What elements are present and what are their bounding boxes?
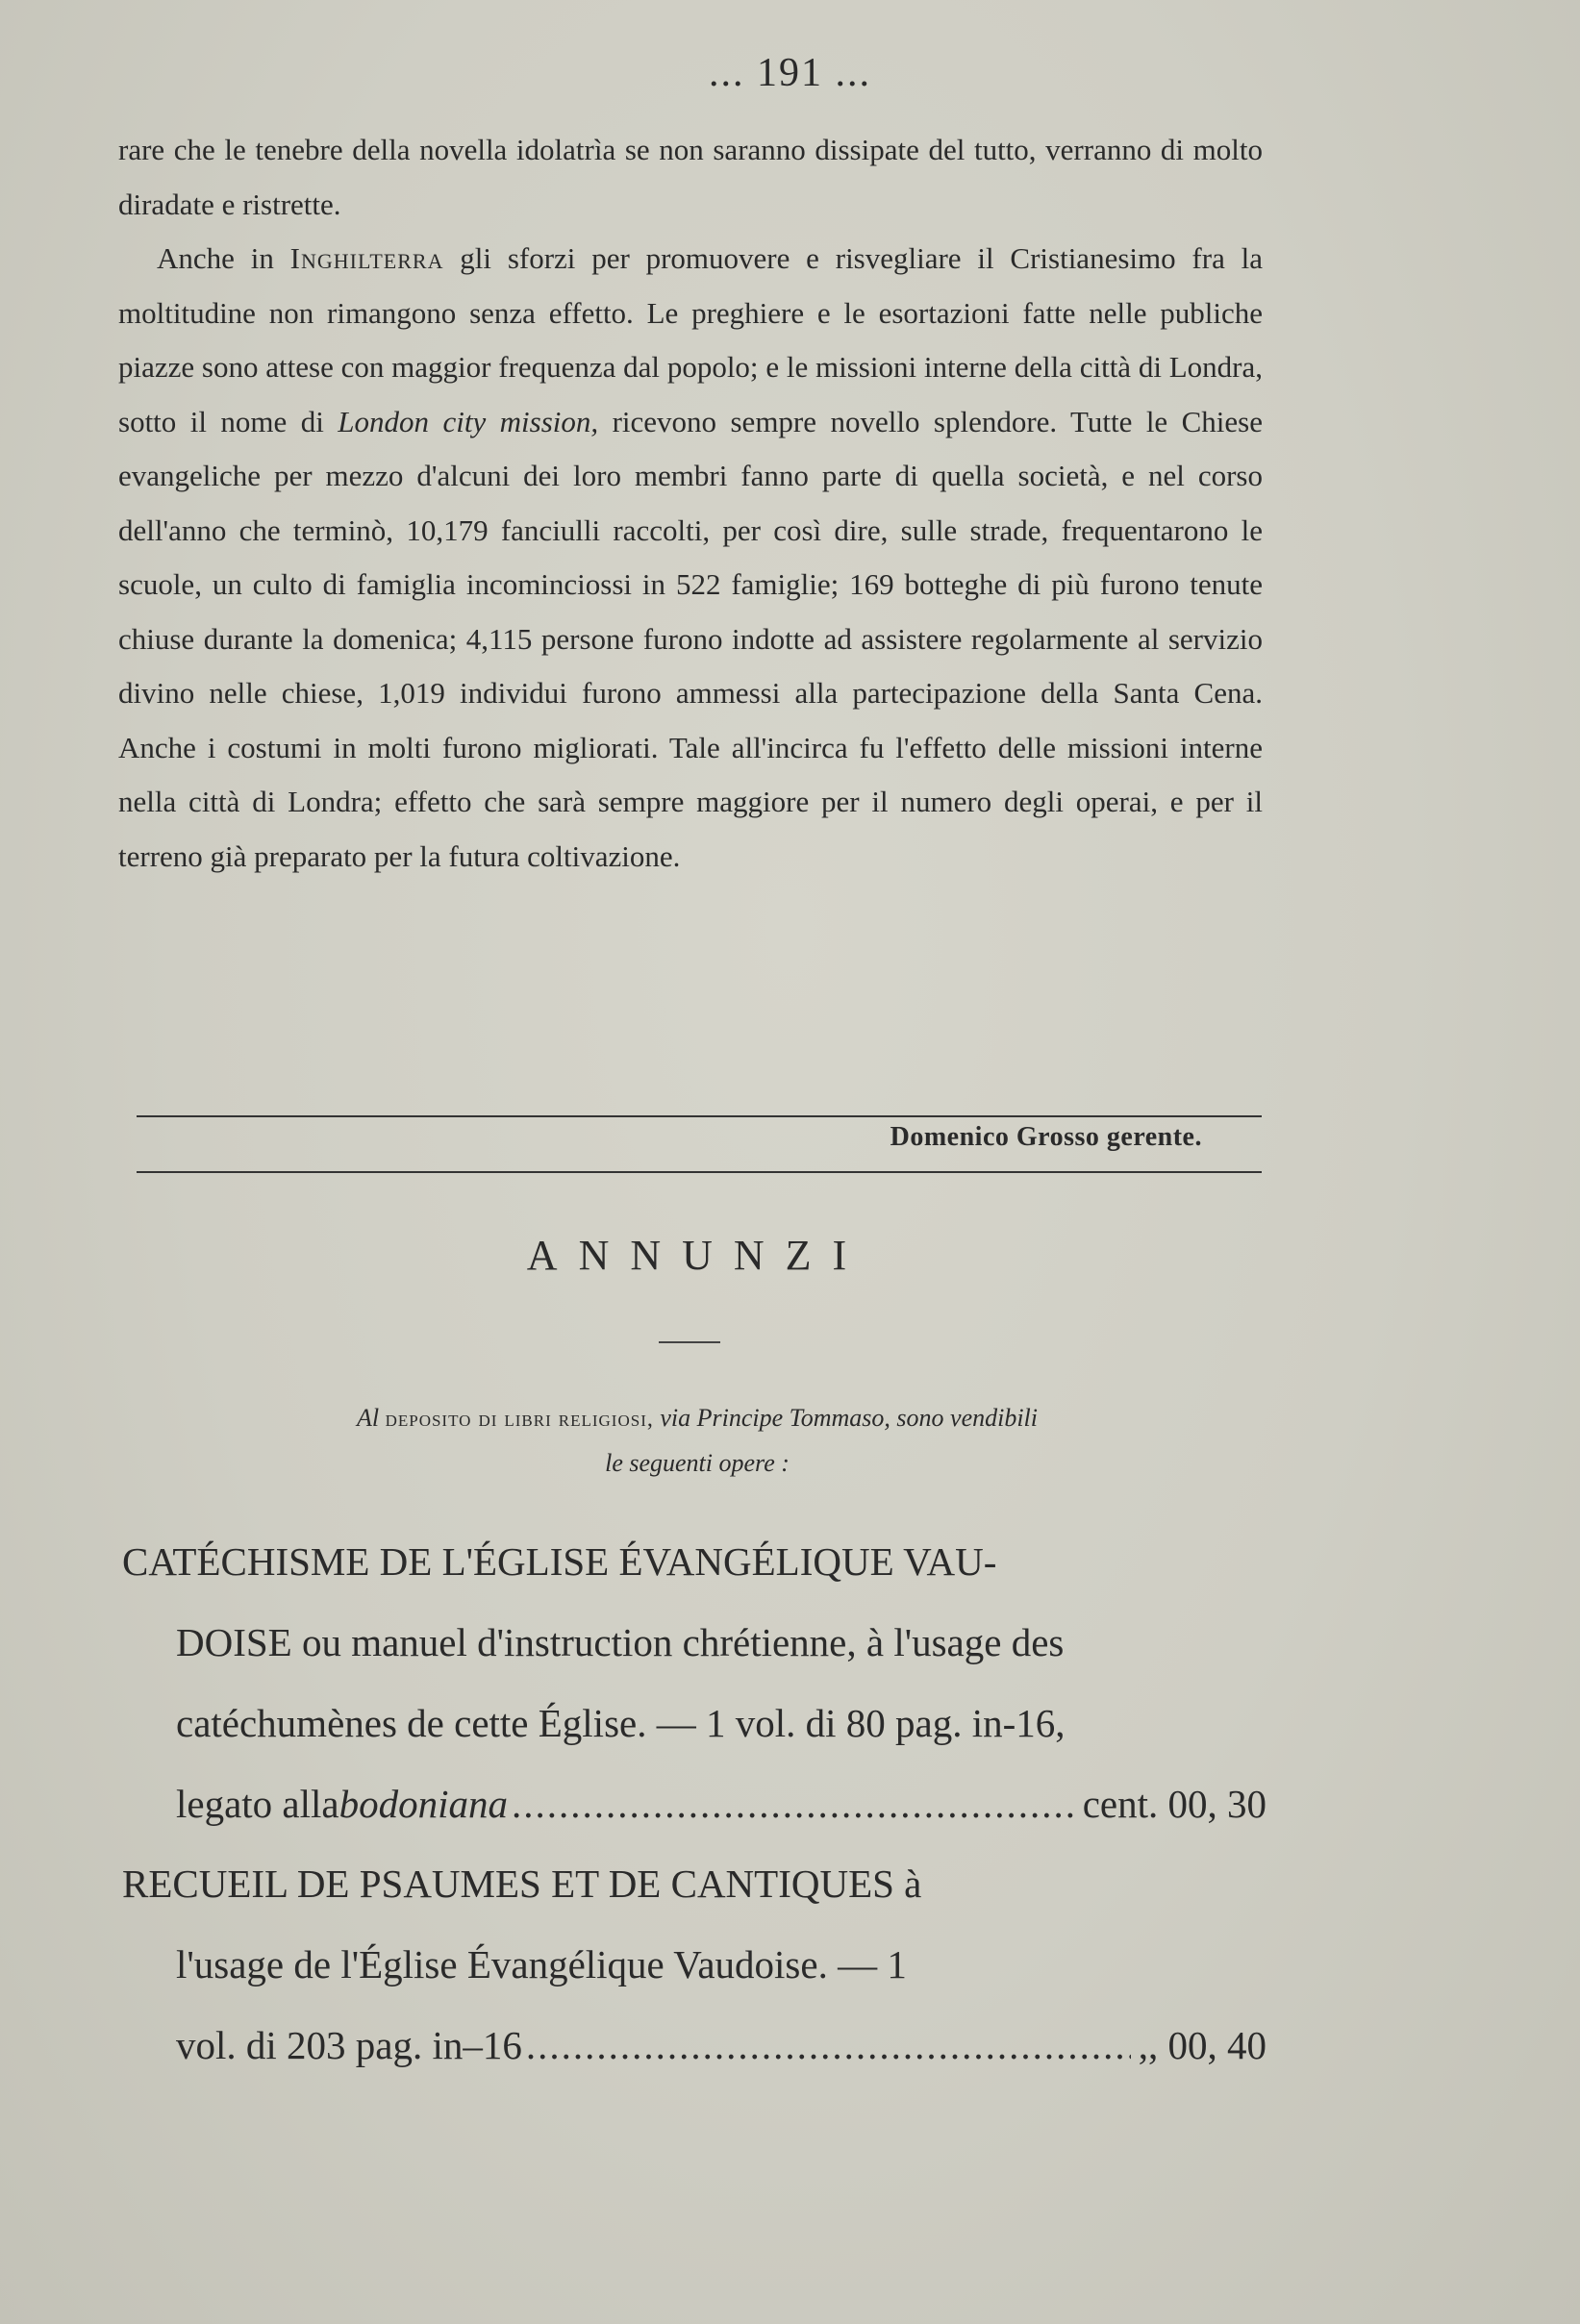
entry-line: catéchumènes de cette Église. — 1 vol. di 80 pag. in-16, — [176, 1701, 1066, 1745]
paragraph-2-end: ricevono sempre novello splendore. Tutte le Chiese evangeliche per mezzo d'alcuni dei loro membri fanno parte di quella società, e nel corso dell'anno che terminò, 10,179 fanciulli raccolti, per così dire, sulle strade, frequentarono le scuole, un culto di famiglia incominciossi in 522 famiglie; 169 botteghe di più furono tenute chiuse durante la domenica; 4,115 persone furono indotte ad assistere regolarmente al servizio divino nelle chiese, 1,019 individui furono ammessi alla partecipazione della Santa Cena. Anche i costumi in molti furono migliorati. Tale all'incirca fu l'effetto delle missioni interne nella città di Londra; effetto che sarà sempre maggiore per il numero degli operai, e per il terreno già preparato per la futura coltivazione. — [118, 404, 1264, 873]
paragraph-2-middle: gli sforzi per promuovere e risvegliare il Cristianesimo fra la moltitudine non rimangono senza effetto. Le preghiere e le esortazioni fatte nelle publiche piazze sono attese con maggior frequenza dal popolo; e le missioni interne della città di Londra, sotto il nome di — [118, 241, 1263, 438]
announcements-intro — [135, 1396, 1260, 1486]
heading-rule — [659, 1341, 720, 1343]
announcements-heading: ANNUNZI — [526, 1232, 868, 1279]
entry-price: cent. 00, 30 — [1082, 1782, 1267, 1826]
intro-line-2: le seguenti opere : — [605, 1449, 790, 1477]
mission-name: London city mission, — [338, 404, 599, 438]
leader-dots — [526, 2005, 1131, 2086]
paragraph-1: rare che le tenebre della novella idolatrìa se non saranno dissipate del tutto, verranno di molto diradate e ristrette. — [118, 133, 1263, 221]
country-name: Inghilterra — [289, 241, 444, 275]
entry-line: DOISE ou manuel d'instruction chrétienne, à l'usage des — [176, 1620, 1065, 1664]
entry-title: CATÉCHISME DE L'ÉGLISE ÉVANGÉLIQUE VAU- — [122, 1539, 997, 1584]
paragraph-2 — [118, 232, 1263, 884]
article-body — [118, 123, 1263, 884]
book-entry-catechisme — [122, 1521, 1267, 1844]
paragraph-2-start: Anche in — [157, 241, 290, 275]
entry-title: RECUEIL DE PSAUMES ET DE CANTIQUES à — [122, 1862, 922, 1906]
divider-bottom — [137, 1171, 1262, 1173]
intro-line-1: Al deposito di libri religiosi, via Principe Tommaso, sono vendibili — [356, 1404, 1039, 1432]
book-entry-recueil — [122, 1843, 1267, 2086]
binding-name: bodoniana — [339, 1782, 509, 1826]
signature: Domenico Grosso gerente. — [890, 1122, 1202, 1152]
entry-price-line: vol. di 203 pag. in–16 ..... ,, 00, 40 — [122, 2005, 1267, 2086]
entry-line: l'usage de l'Église Évangélique Vaudoise. — 1 — [176, 1942, 907, 1987]
entry-price-line: legato alla bodoniana ..... cent. 00, 30 — [122, 1763, 1267, 1844]
leader-dots — [512, 1763, 1075, 1844]
page-number: ... 191 ... — [709, 51, 871, 95]
entry-price: ,, 00, 40 — [1138, 2023, 1267, 2067]
divider-top — [137, 1115, 1262, 1117]
